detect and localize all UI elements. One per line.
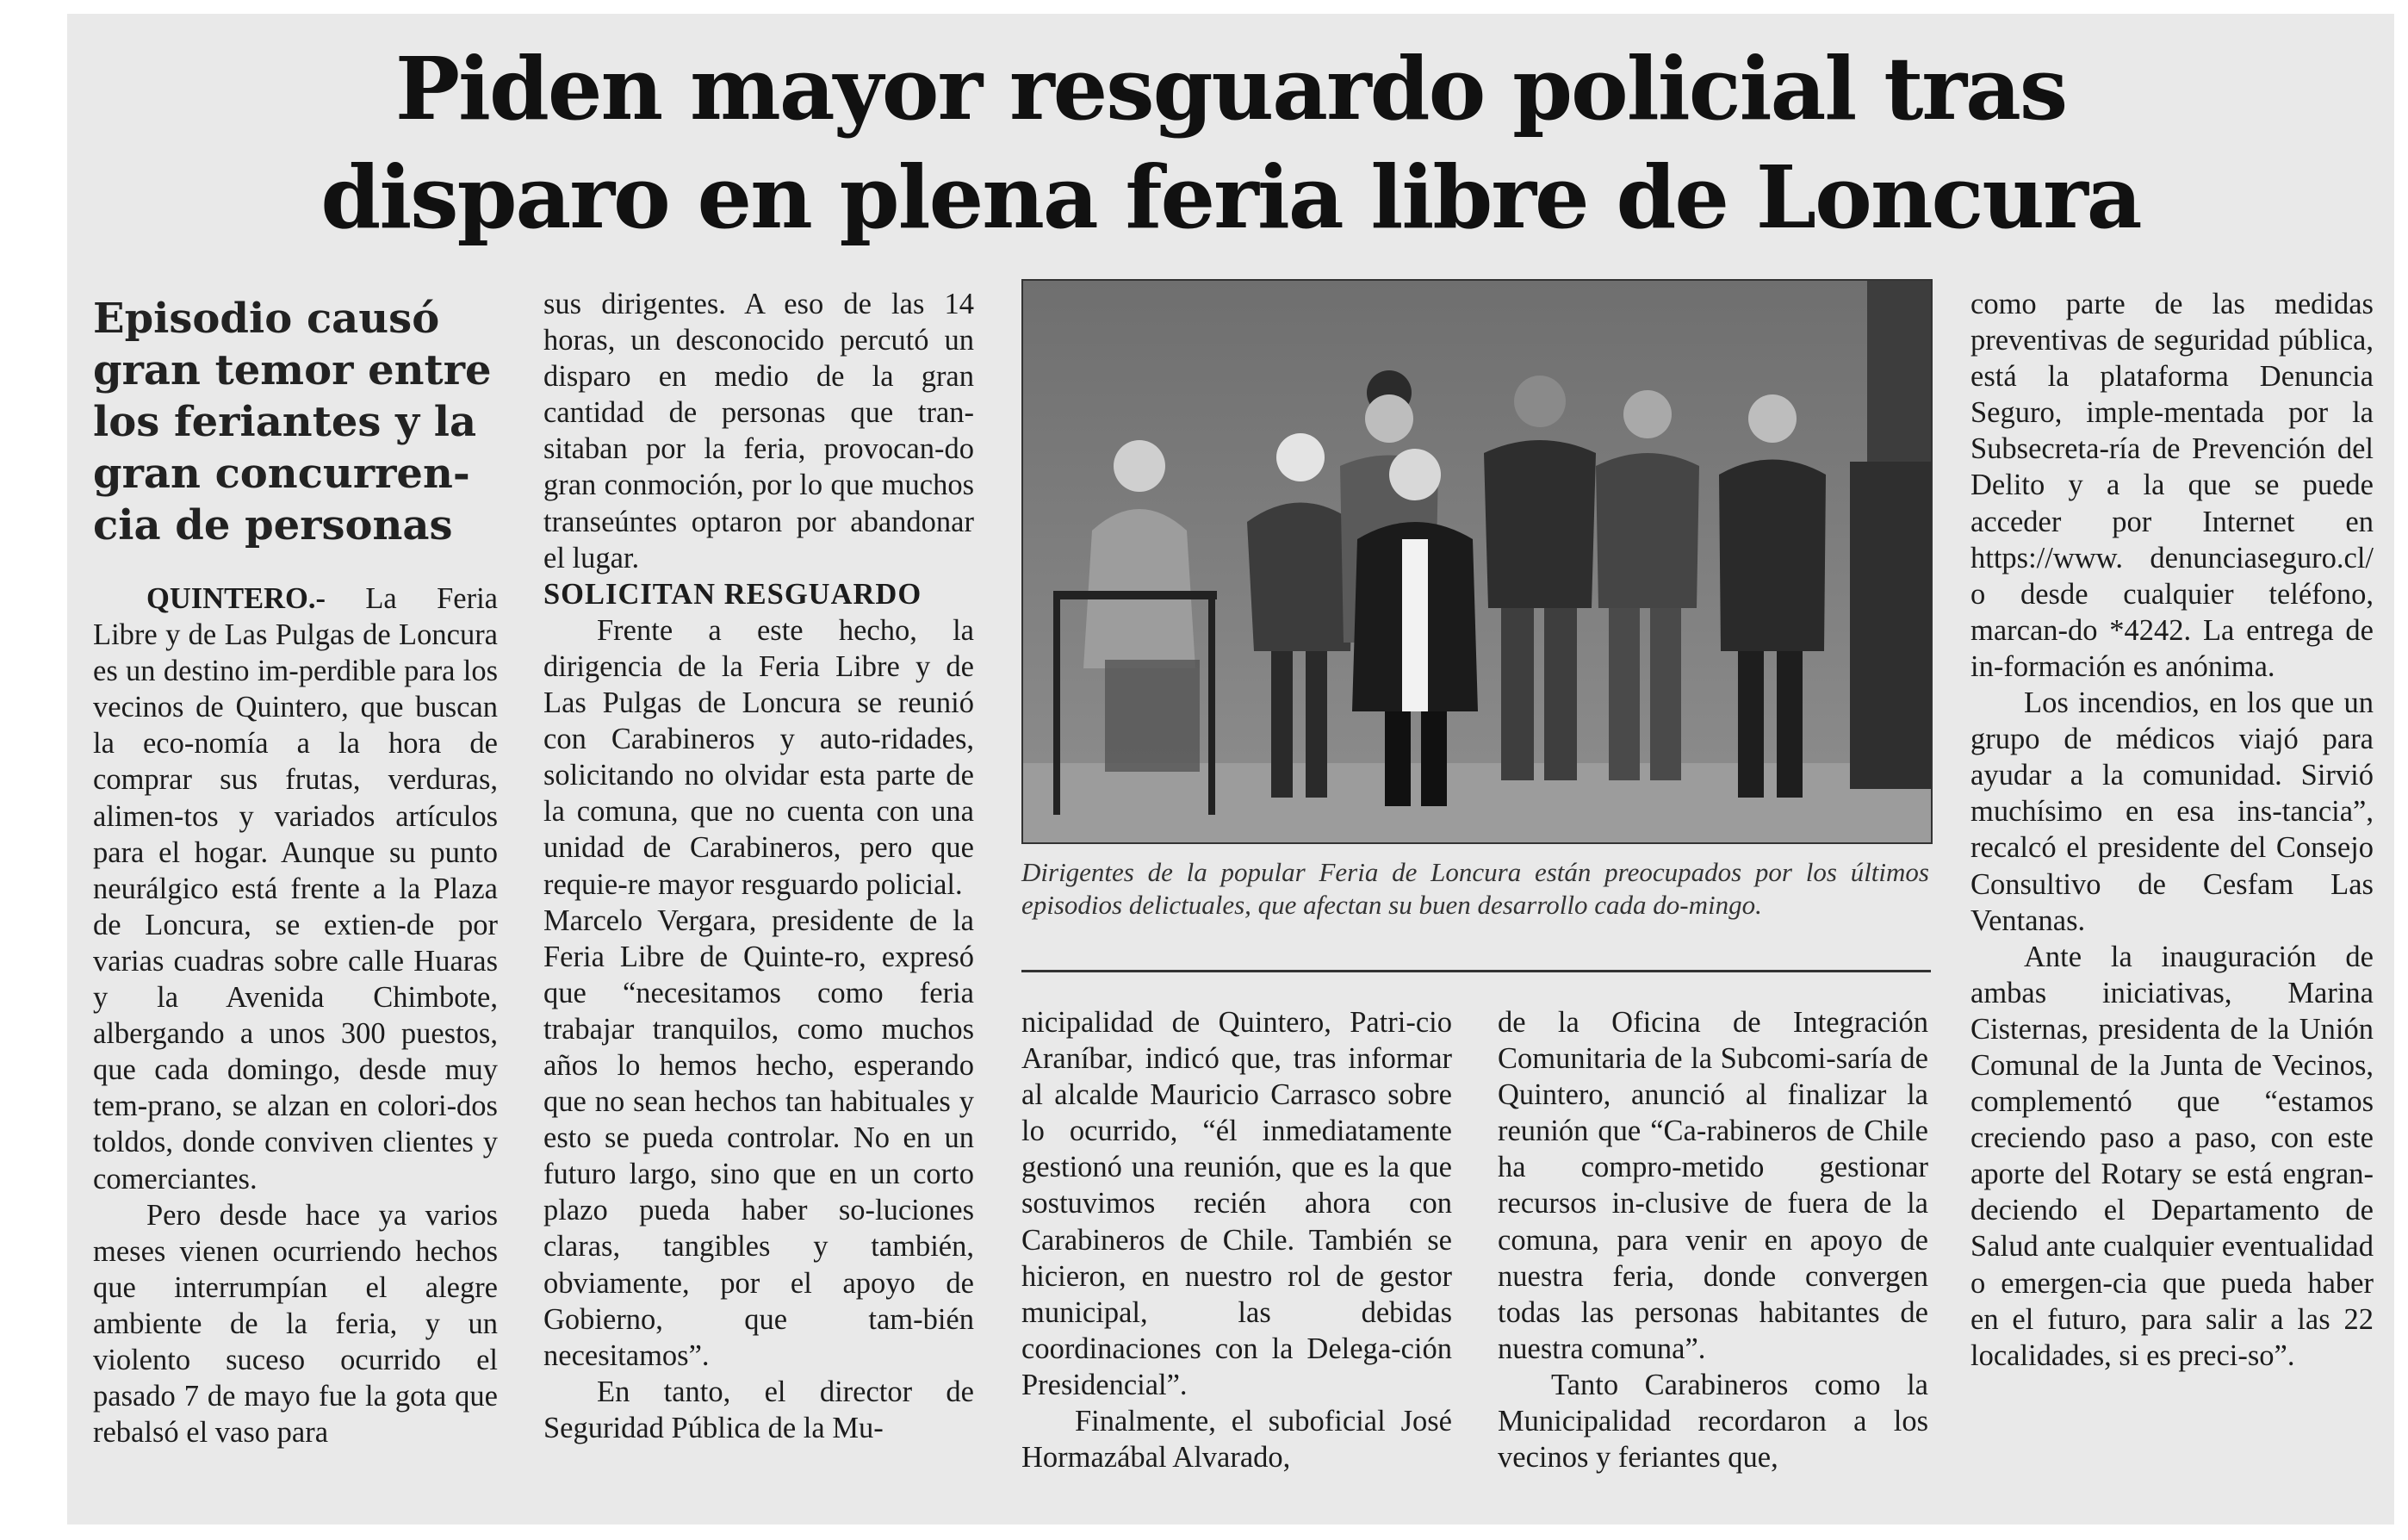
- paragraph-7: Finalmente, el suboficial José Hormazábal Alvarado,: [1021, 1405, 1452, 1475]
- caption-rule: [1021, 970, 1931, 972]
- paragraph-continued: sus dirigentes. A eso de las 14 horas, un desconocido percutó un disparo en medio de la gran cantidad de personas que tran-sitaban por la feria, provocan-do gran conmoción, por lo que muchos transeúntes optaron por abandonar el lugar.: [543, 288, 974, 574]
- paragraph-4: Marcelo Vergara, presidente de la Feria Libre de Quinte-ro, expresó que “necesitamos como feria trabajar tranquilos, como muchos años lo hemos hecho, esperando que no sean hechos tan habituales y esto se pueda controlar. No en un futuro largo, sino que en un corto plazo pueda haber so-luciones claras, tangibles y también, obviamente, por el apoyo de Gobierno, que tam-bién necesitamos”.: [543, 904, 974, 1372]
- paragraph-12: Ante la inauguración de ambas iniciativas, Marina Cisternas, presidenta de la Unión Comunal de la Junta de Vecinos, complementó que “estamos creciendo paso a paso, con este aporte del Rotary se está engran-deciendo el Departamento de Salud ante cualquier eventualidad o emergen-cia que pueda haber en el futuro, para salir a las 22 localidades, si es preci-so”.: [1970, 940, 2374, 1372]
- section-heading: SOLICITAN RESGUARDO: [543, 577, 922, 611]
- paragraph-11: Los incendios, en los que un grupo de médicos viajó para ayudar a la comunidad. Sirvió muchísimo en esa ins-tancia”, recalcó el presidente del Consejo Consultivo de Cesfam Las Ventanas.: [1970, 686, 2374, 937]
- paragraph-8: de la Oficina de Integración Comunitaria de la Subcomi-saría de Quintero, anunció al finalizar la reunión que “Ca-rabineros de Chile ha compro-metido gestionar recursos in-clusive de fuera de la comuna, para venir en apoyo de nuestra feria, donde convergen todas las personas habitantes de nuestra comuna”.: [1498, 1006, 1928, 1365]
- news-photo: [1021, 279, 1933, 844]
- group-photo-illustration: [1023, 281, 1931, 842]
- column-2: [543, 286, 974, 1446]
- paragraph-1-text: La Feria Libre y de Las Pulgas de Loncura es un destino im-perdible para los vecinos de Quintero, que buscan la eco-nomía a la hora de comprar sus frutas, verduras, alimen-tos y variados artículos para el hogar. Aunque su punto neurálgico está frente a la Plaza de Loncura, se extien-de por varias cuadras sobre calle Huaras y la Avenida Chimbote, albergando a unos 300 puestos, que cada domingo, desde muy tem-prano, se alzan en colori-dos toldos, donde conviven clientes y comerciantes.: [93, 582, 498, 1195]
- paragraph-2: Pero desde hace ya varios meses vienen ocurriendo hechos que interrumpían el alegre ambiente de la feria, y un violento suceso ocurrido el pasado 7 de mayo fue la gota que rebalsó el vaso para: [93, 1198, 498, 1450]
- headline: [67, 34, 2394, 251]
- subheadline: Episodio causó gran temor entre los feriantes y la gran concurren-cia de personas: [93, 295, 492, 550]
- headline-line-2: disparo en plena feria libre de Loncura: [320, 146, 2141, 248]
- column-3: [1021, 1004, 1452, 1475]
- dateline: QUINTERO.-: [146, 582, 326, 615]
- photo-caption: Dirigentes de la popular Feria de Loncura están preocupados por los últimos episodios delictuales, que afectan su buen desarrollo cada do-mingo.: [1021, 857, 1929, 920]
- newspaper-page: [67, 14, 2394, 1524]
- headline-line-1: Piden mayor resguardo policial tras: [394, 38, 2067, 140]
- paragraph-10: como parte de las medidas preventivas de seguridad pública, está la plataforma Denuncia Seguro, imple-mentada por la Subsecreta-ría de Prevención del Delito y a la que se puede acceder por Internet en https://www. denunciaseguro.cl/ o desde cualquier teléfono, marcan-do *4242. La entrega de in-formación es anónima.: [1970, 288, 2374, 683]
- column-1: [93, 286, 498, 1450]
- paragraph-9: Tanto Carabineros como la Municipalidad recordaron a los vecinos y feriantes que,: [1498, 1368, 1928, 1475]
- paragraph-5: En tanto, el director de Seguridad Pública de la Mu-: [543, 1375, 974, 1444]
- column-4: [1498, 1004, 1928, 1475]
- paragraph-3: Frente a este hecho, la dirigencia de la Feria Libre y de Las Pulgas de Loncura se reunió con Carabineros y auto-ridades, solicitando no olvidar esta parte de la comuna, que no cuenta con una unidad de Carabineros, pero que requie-re mayor resguardo policial.: [543, 613, 974, 901]
- paragraph-1: [93, 581, 498, 1197]
- column-5: [1970, 286, 2374, 1374]
- paragraph-6: nicipalidad de Quintero, Patri-cio Araníbar, indicó que, tras informar al alcalde Mauricio Carrasco sobre lo ocurrido, “él inmediatamente gestionó una reunión, que es la que sostuvimos recién ahora con Carabineros de Chile. También se hicieron, en nuestro rol de gestor municipal, las debidas coordinaciones con la Delega-ción Presidencial”.: [1021, 1006, 1452, 1401]
